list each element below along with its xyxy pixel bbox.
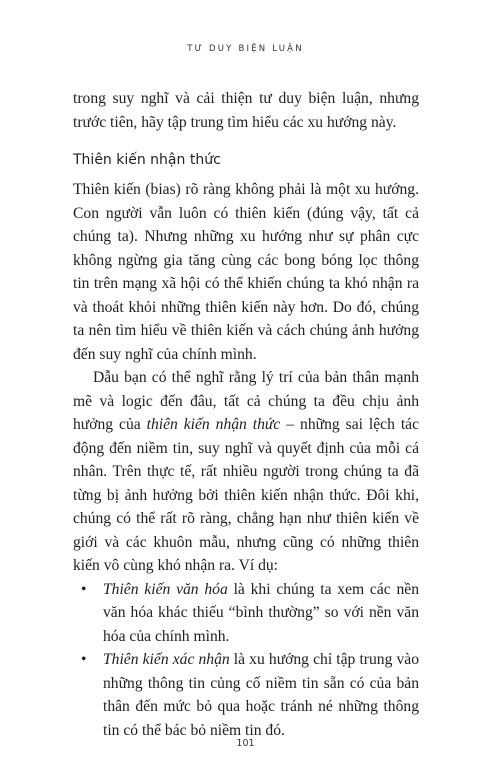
bullet-icon: • — [81, 580, 87, 598]
bullet-term: Thiên kiến văn hóa — [103, 580, 228, 598]
bullet-icon: • — [81, 651, 87, 668]
paragraph-2-term: thiên kiến nhận thức — [146, 416, 281, 433]
page-number: 101 — [236, 738, 255, 749]
intro-text: trong suy nghĩ và cải thiện tư duy biện luận, nhưng trước tiên, hãy tập trung tìm hiểu các xu hướng này. — [73, 90, 419, 131]
paragraph-1: Thiên kiến (bias) rõ ràng không phải là một xu hướng. Con người vẫn luôn có thiên kiến (đúng vậy, tất cả chúng ta). Nhưng những xu hướng như sự phân cực không ngừng gia tăng cùng các bong bóng lọc thông tin trên mạng xã hội có thể khiến chúng ta khó nhận ra và thoát khỏi những thiên kiến này hơn. Do đó, chúng ta nên tìm hiểu về thiên kiến và cách chúng ảnh hưởng đến suy nghĩ của chính mình. — [73, 181, 419, 363]
bullet-text: là xu hướng chỉ tập trung vào những thông tin củng cố niềm tin sẵn có của bản thân đến mức bỏ qua hoặc tránh né những thông tin có thể bác bỏ niềm tin đó. — [103, 651, 419, 739]
running-header: TƯ DUY BIỆN LUẬN — [187, 44, 304, 54]
paragraph-2 — [73, 366, 419, 578]
bullet-term: Thiên kiến xác nhận — [103, 651, 230, 668]
bullet-item-confirmation-bias — [73, 648, 419, 742]
paragraph-2-before: Dẫu bạn có thể nghĩ rằng lý trí của bản thân mạnh mẽ và logic đến đâu, tất cả chúng ta đều chịu ảnh hưởng của — [73, 369, 419, 433]
paragraph-2-after: – những sai lệch tác động đến niềm tin, suy nghĩ và quyết định của mỗi cá nhân. Trên thực tế, rất nhiều người trong chúng ta đã từng bị ảnh hưởng bởi thiên kiến nhận thức. Đôi khi, chúng có thể rất rõ ràng, chẳng hạn như thiên kiến về giới và các khuôn mẫu, nhưng cũng có những thiên kiến vô cùng khó nhận ra. Ví dụ: — [73, 416, 419, 574]
bullet-text: là khi chúng ta xem các nền văn hóa khác thiếu “bình thường” so với nền văn hóa của chính mình. — [103, 580, 419, 645]
intro-paragraph — [73, 87, 419, 134]
bullet-item-cultural-bias — [73, 578, 419, 649]
section-body — [73, 178, 419, 742]
section-heading: Thiên kiến nhận thức — [73, 152, 221, 168]
bullet-list — [73, 578, 419, 743]
